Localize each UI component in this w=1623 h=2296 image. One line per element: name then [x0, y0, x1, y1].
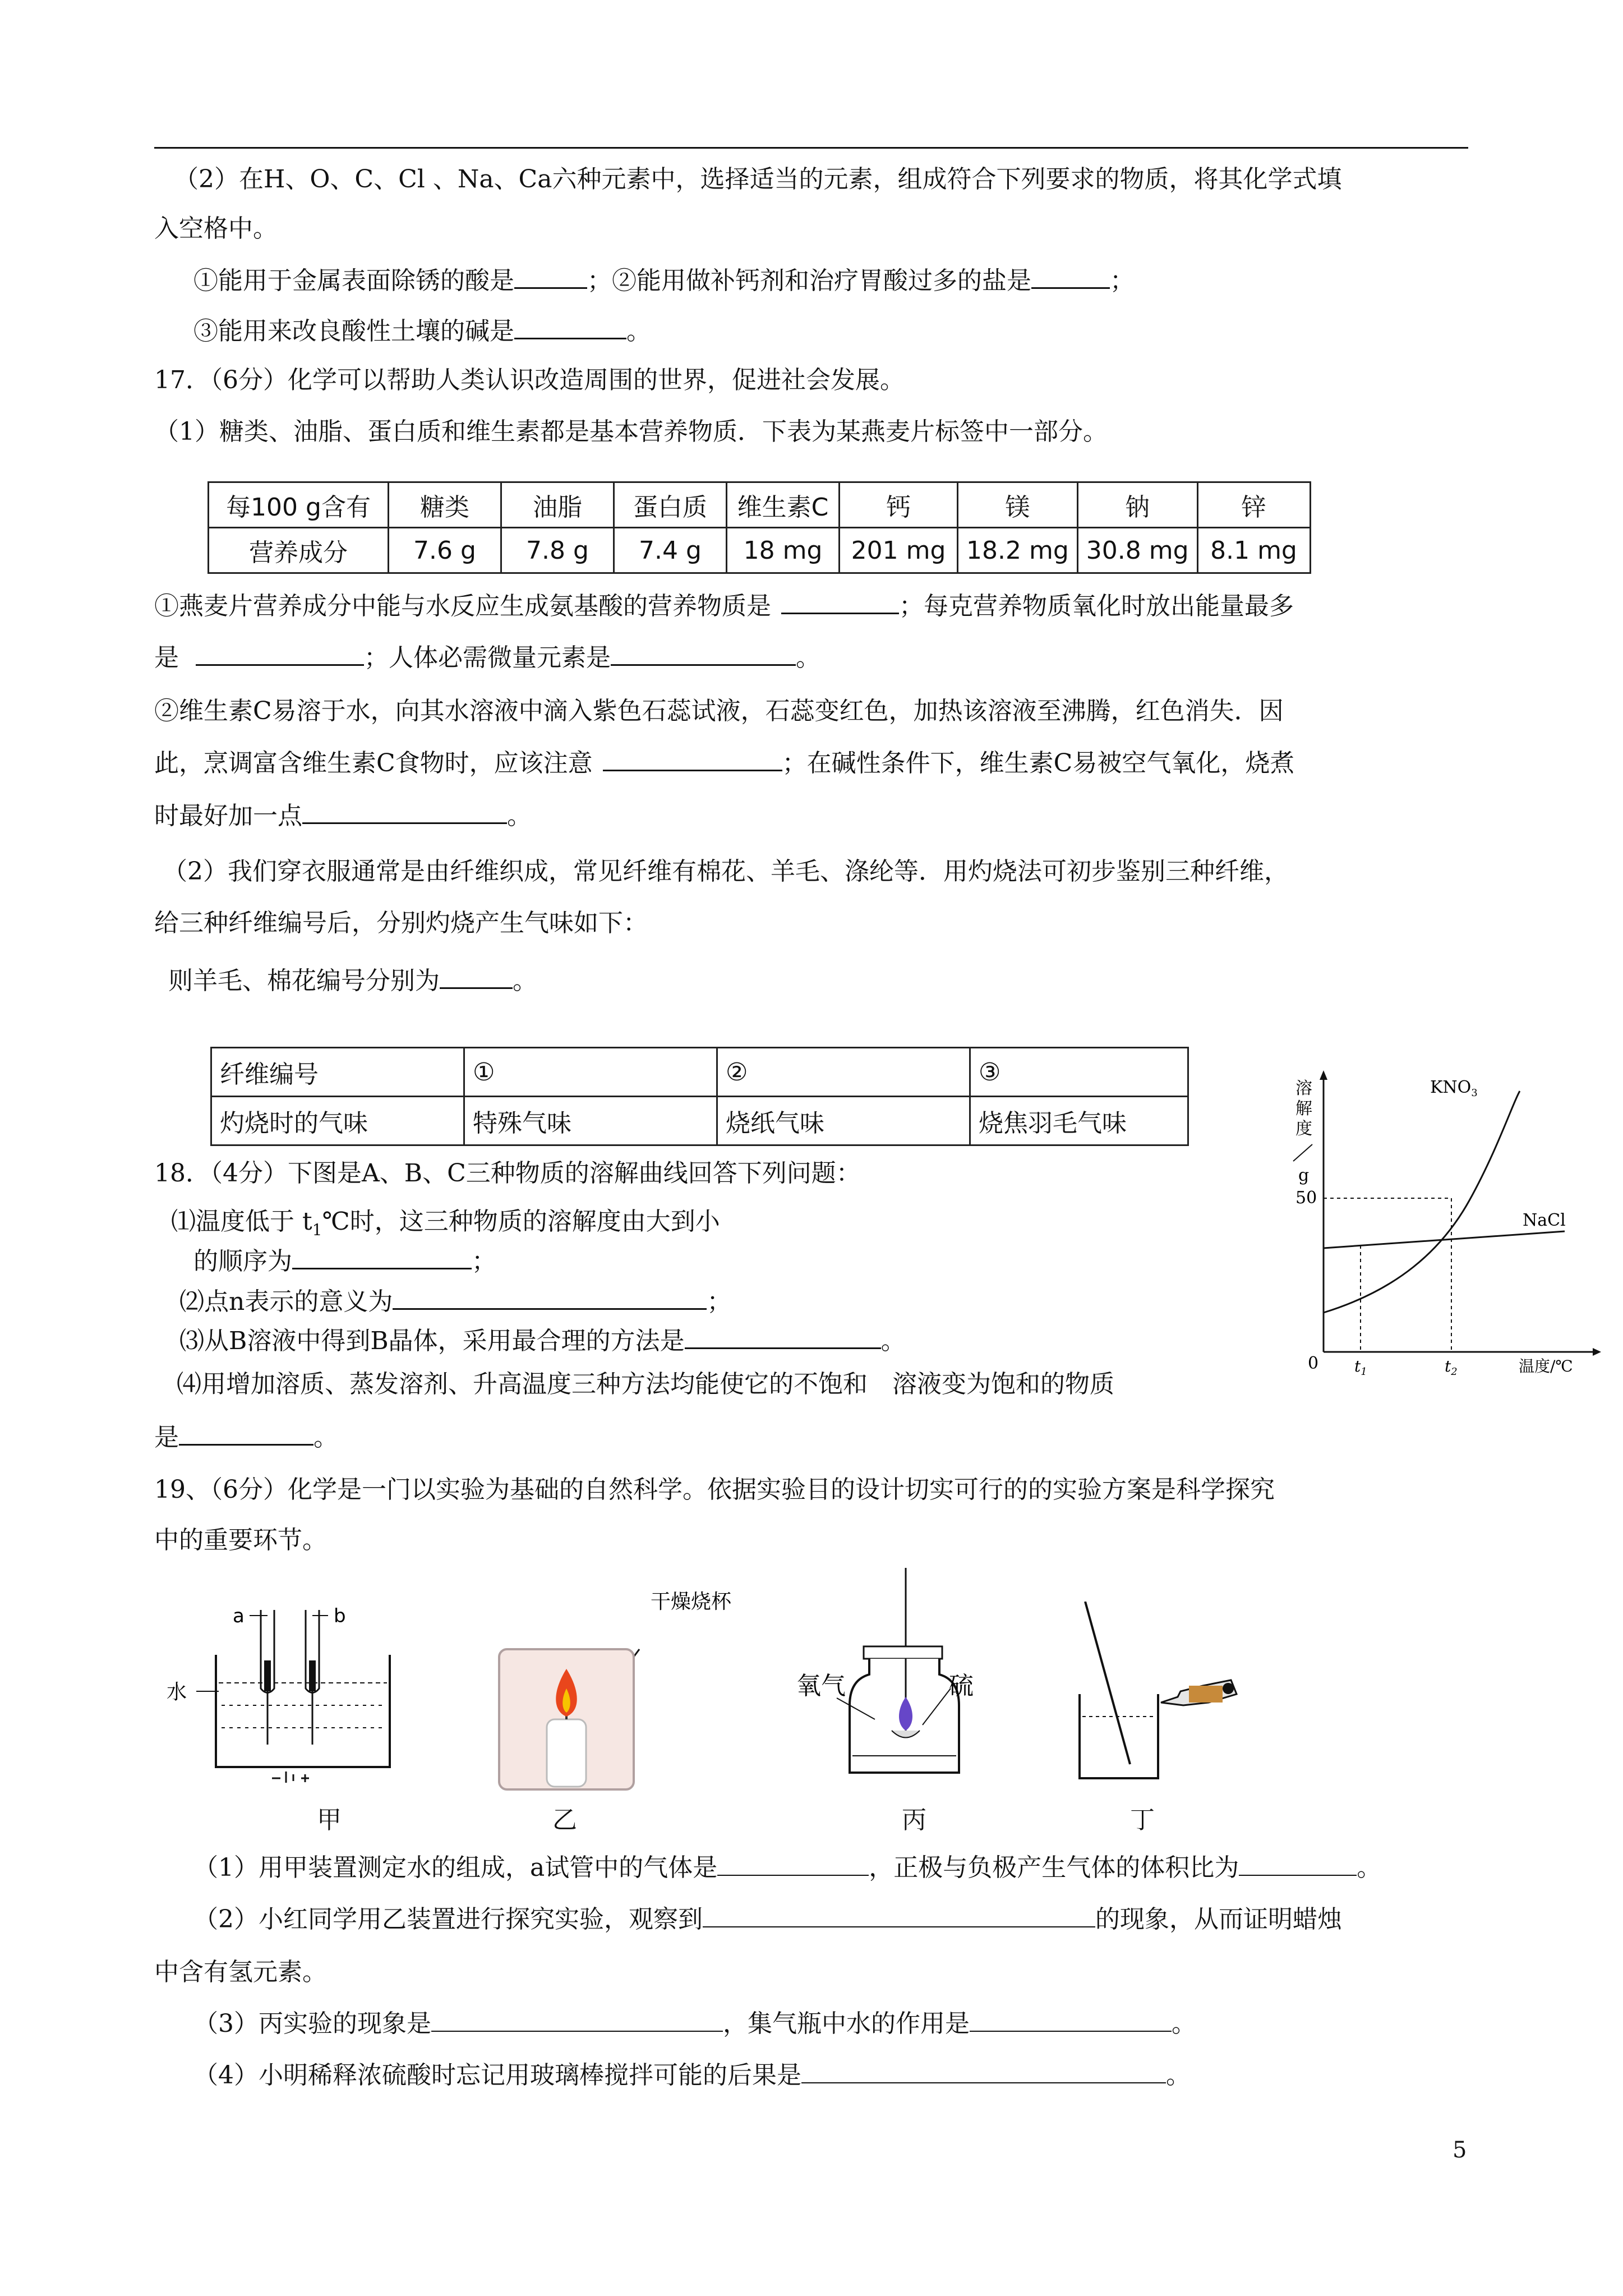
- answer-blank[interactable]: [781, 589, 899, 614]
- y-axis-unit: g: [1298, 1166, 1310, 1185]
- q19-q4-line: （4）小明稀释浓硫酸时忘记用玻璃棒搅拌可能的后果是 。: [193, 2059, 1191, 2092]
- t1-label: $t_1$: [1354, 1357, 1367, 1378]
- table-cell: 锌: [1197, 482, 1310, 528]
- nutrition-table: [208, 481, 1311, 574]
- fig-label-a: a: [233, 1605, 245, 1627]
- fig-label-water: 水: [167, 1681, 187, 1704]
- q16-item3-line: ③能用来改良酸性土壤的碱是 。: [193, 314, 651, 348]
- table-cell: 烧焦羽毛气味: [970, 1097, 1188, 1145]
- q18-c-line: ⑶从B溶液中得到B晶体，采用最合理的方法是 。: [179, 1324, 906, 1358]
- answer-blank[interactable]: [970, 2007, 1172, 2032]
- table-cell: 灼烧时的气味: [211, 1097, 464, 1145]
- table-row: [211, 1048, 1188, 1097]
- q17-part2-line2: 给三种纤维编号后，分别灼烧产生气味如下：: [154, 909, 648, 937]
- answer-blank[interactable]: [302, 799, 507, 824]
- answer-blank[interactable]: [440, 964, 513, 989]
- fiber-table: [210, 1047, 1189, 1146]
- sulfur-combustion-figure: [796, 1568, 993, 1787]
- answer-blank[interactable]: [1239, 1851, 1357, 1876]
- answer-blank[interactable]: [1031, 264, 1110, 289]
- nacl-line: [1324, 1231, 1565, 1248]
- q18-e-line: 是 。: [154, 1420, 338, 1455]
- table-cell: 8.1 mg: [1197, 528, 1310, 573]
- answer-blank[interactable]: [603, 746, 782, 771]
- answer-blank[interactable]: [292, 1244, 472, 1269]
- table-cell: 7.6 g: [389, 528, 501, 573]
- table-cell: 201 mg: [840, 528, 958, 573]
- table-cell: 特殊气味: [464, 1097, 717, 1145]
- table-cell: 营养成分: [209, 528, 389, 573]
- answer-blank[interactable]: [514, 314, 626, 339]
- q17-part1: （1）糖类、油脂、蛋白质和维生素都是基本营养物质．下表为某燕麦片标签中一部分。: [154, 417, 1108, 446]
- candle-beaker-figure: [488, 1585, 791, 1795]
- origin-label: 0: [1308, 1354, 1319, 1373]
- answer-blank[interactable]: [179, 1420, 313, 1446]
- kno3-curve: [1324, 1091, 1520, 1313]
- q16-part2-line1: （2）在H、O、C、Cl 、Na、Ca六种元素中，选择适当的元素，组成符合下列要求的物质，将其化学式填: [174, 165, 1342, 194]
- table-cell: ③: [970, 1048, 1188, 1097]
- y-axis-label: 溶解度: [1295, 1079, 1312, 1139]
- q16-item1-line: ①能用于金属表面除锈的酸是 ；②能用做补钙剂和治疗胃酸过多的盐是 ；: [193, 264, 1135, 298]
- q17-q1-line2: 是 ；人体必需微量元素是 。: [154, 641, 820, 675]
- table-cell: 油脂: [501, 482, 614, 528]
- t2-label: $t_2$: [1445, 1357, 1458, 1378]
- answer-blank[interactable]: [685, 1324, 881, 1349]
- fig-label-dry-beaker: 干燥烧杯: [651, 1590, 732, 1613]
- q17-part2-line1: （2）我们穿衣服通常是由纤维织成，常见纤维有棉花、羊毛、涤纶等．用灼烧法可初步鉴别三种纤维，: [163, 857, 1289, 886]
- table-cell: 维生素C: [727, 482, 840, 528]
- nacl-label: NaCl: [1523, 1211, 1566, 1230]
- answer-blank[interactable]: [801, 2059, 1166, 2083]
- table-cell: ②: [717, 1048, 970, 1097]
- solubility-graph: [1273, 1066, 1604, 1380]
- answer-blank[interactable]: [393, 1285, 707, 1310]
- q17-q2-line1: ②维生素C易溶于水，向其水溶液中滴入紫色石蕊试液，石蕊变红色，加热该溶液至沸腾，红色消失．因: [154, 697, 1284, 725]
- q19-q2-line2: 中含有氢元素。: [154, 1958, 327, 1986]
- fig-caption-ding: 丁: [1130, 1806, 1155, 1834]
- table-cell: 纤维编号: [211, 1048, 464, 1097]
- answer-blank[interactable]: [196, 641, 364, 666]
- fig-label-sulfur: 硫: [949, 1672, 974, 1700]
- q17-q1-line1: ①燕麦片营养成分中能与水反应生成氨基酸的营养物质是 ；每克营养物质氧化时放出能量最多: [154, 589, 1294, 623]
- heating-beaker-figure: [1068, 1602, 1242, 1787]
- fig-caption-bing: 丙: [902, 1806, 926, 1834]
- header-rule: [154, 147, 1468, 149]
- table-cell: ①: [464, 1048, 717, 1097]
- answer-blank[interactable]: [611, 641, 796, 666]
- table-cell: 钙: [840, 482, 958, 528]
- table-cell: 每100 g含有: [209, 482, 389, 528]
- answer-blank[interactable]: [514, 264, 587, 289]
- q17-q2-line2: 此，烹调富含维生素C食物时，应该注意 ；在碱性条件下，维生素C易被空气氧化，烧煮: [154, 746, 1294, 780]
- table-cell: 蛋白质: [614, 482, 727, 528]
- q19-q2-line1: （2）小红同学用乙装置进行探究实验，观察到 的现象，从而证明蜡烛: [193, 1903, 1342, 1936]
- table-cell: 18.2 mg: [958, 528, 1078, 573]
- table-cell: 钠: [1077, 482, 1197, 528]
- table-cell: 7.8 g: [501, 528, 614, 573]
- answer-blank[interactable]: [703, 1903, 1095, 1927]
- q18-a-line1: ⑴温度低于 $t_1℃$时，这三种物质的溶解度由大到小: [171, 1207, 720, 1239]
- q18-title: 18．（4分）下图是A、B、C三种物质的溶解曲线回答下列问题：: [154, 1159, 861, 1188]
- page-number: 5: [1453, 2137, 1467, 2163]
- table-cell: 30.8 mg: [1077, 528, 1197, 573]
- fig-label-oxygen: 氧气: [796, 1672, 846, 1700]
- q19-title-line1: 19、（6分）化学是一门以实验为基础的自然科学。依据实验目的设计切实可行的的实验方案是科学探究: [154, 1475, 1275, 1504]
- x-axis-label: 温度/℃: [1519, 1357, 1573, 1375]
- table-cell: 18 mg: [727, 528, 840, 573]
- answer-blank[interactable]: [431, 2007, 723, 2032]
- answer-blank[interactable]: [717, 1851, 869, 1876]
- fig-caption-jia: 甲: [317, 1806, 342, 1834]
- table-row: [209, 482, 1311, 528]
- q18-d-line: ⑷用增加溶质、蒸发溶剂、升高温度三种方法均能使它的不饱和 溶液变为饱和的物质: [177, 1370, 1114, 1398]
- y-tick-50: 50: [1295, 1188, 1317, 1208]
- fig-label-b: b: [334, 1605, 346, 1627]
- q19-q3-line: （3）丙实验的现象是 ，集气瓶中水的作用是 。: [193, 2007, 1196, 2041]
- q18-a-line2: 的顺序为 ；: [193, 1244, 496, 1278]
- table-row: [209, 528, 1311, 573]
- fig-caption-yi: 乙: [552, 1806, 577, 1834]
- q17-part2-line3: 则羊毛、棉花编号分别为 。: [168, 964, 537, 998]
- q18-b-line: ⑵点n表示的意义为 ；: [179, 1285, 731, 1319]
- kno3-label: $KNO_3$: [1430, 1078, 1478, 1099]
- q17-title: 17．（6分）化学可以帮助人类认识改造周围的世界，促进社会发展。: [154, 366, 905, 394]
- table-cell: 镁: [958, 482, 1078, 528]
- q17-q2-line3: 时最好加一点 。: [154, 799, 532, 833]
- q19-title-line2: 中的重要环节。: [154, 1526, 327, 1554]
- table-cell: 烧纸气味: [717, 1097, 970, 1145]
- table-row: [211, 1097, 1188, 1145]
- q16-part2-line2: 入空格中。: [154, 214, 278, 243]
- table-cell: 7.4 g: [614, 528, 727, 573]
- electrolysis-apparatus-figure: [165, 1593, 401, 1784]
- table-cell: 糖类: [389, 482, 501, 528]
- q19-q1-line: （1）用甲装置测定水的组成，a试管中的气体是 ，正极与负极产生气体的体积比为 。: [193, 1851, 1381, 1885]
